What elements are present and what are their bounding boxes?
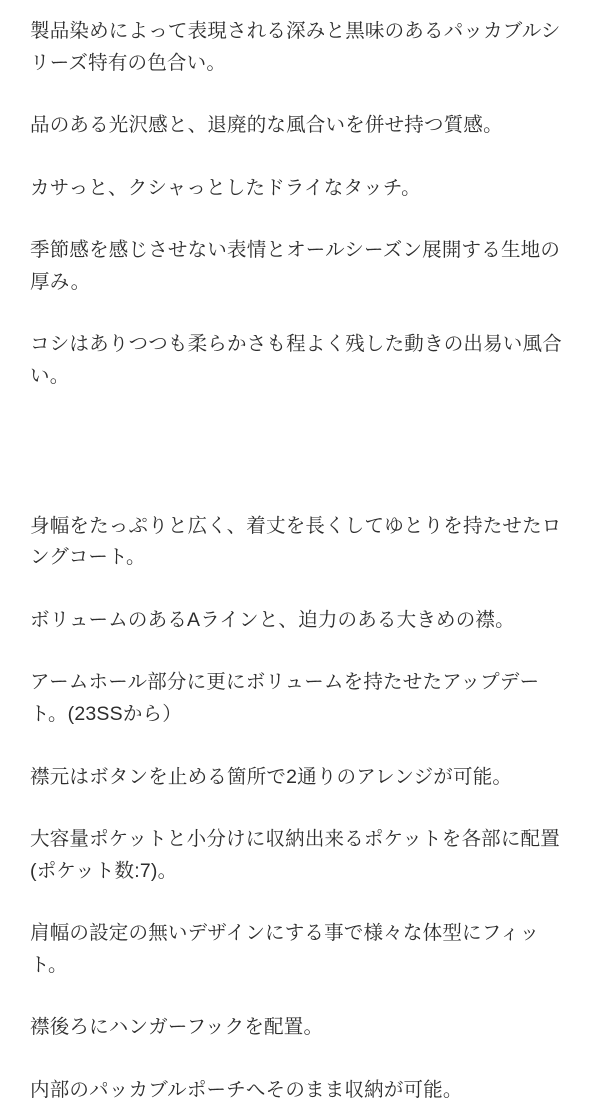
section-divider-space xyxy=(30,423,576,511)
paragraph: コシはありつつも柔らかさも程よく残した動きの出易い風合い。 xyxy=(30,333,562,388)
paragraph: 製品染めによって表現される深みと黒味のあるパッカブルシリーズ特有の色合い。 xyxy=(30,20,561,74)
paragraph: 内部のパッカブルポーチへそのまま収納が可能。 xyxy=(30,1078,463,1101)
paragraph: ボリュームのあるAラインと、迫力のある大きめの襟。 xyxy=(30,608,515,631)
paragraph: カサっと、クシャっとしたドライなタッチ。 xyxy=(30,176,421,199)
paragraph: 品のある光沢感と、退廃的な風合いを併せ持つ質感。 xyxy=(30,114,503,137)
design-description-section xyxy=(30,511,576,1107)
paragraph: 襟元はボタンを止める箇所で2通りのアレンジが可能。 xyxy=(30,765,513,788)
paragraph: アームホール部分に更にボリュームを持たせたアップデート。(23SSから） xyxy=(30,671,540,725)
paragraph: 大容量ポケットと小分けに収納出来るポケットを各部に配置(ポケット数:7)。 xyxy=(30,828,560,882)
paragraph: 身幅をたっぷりと広く、着丈を長くしてゆとりを持たせたロングコート。 xyxy=(30,514,562,569)
fabric-description-section xyxy=(30,16,576,393)
paragraph: 季節感を感じさせない表情とオールシーズン展開する生地の厚み。 xyxy=(30,239,561,293)
paragraph: 襟後ろにハンガーフックを配置。 xyxy=(30,1016,324,1039)
paragraph: 肩幅の設定の無いデザインにする事で様々な体型にフィット。 xyxy=(30,922,540,976)
